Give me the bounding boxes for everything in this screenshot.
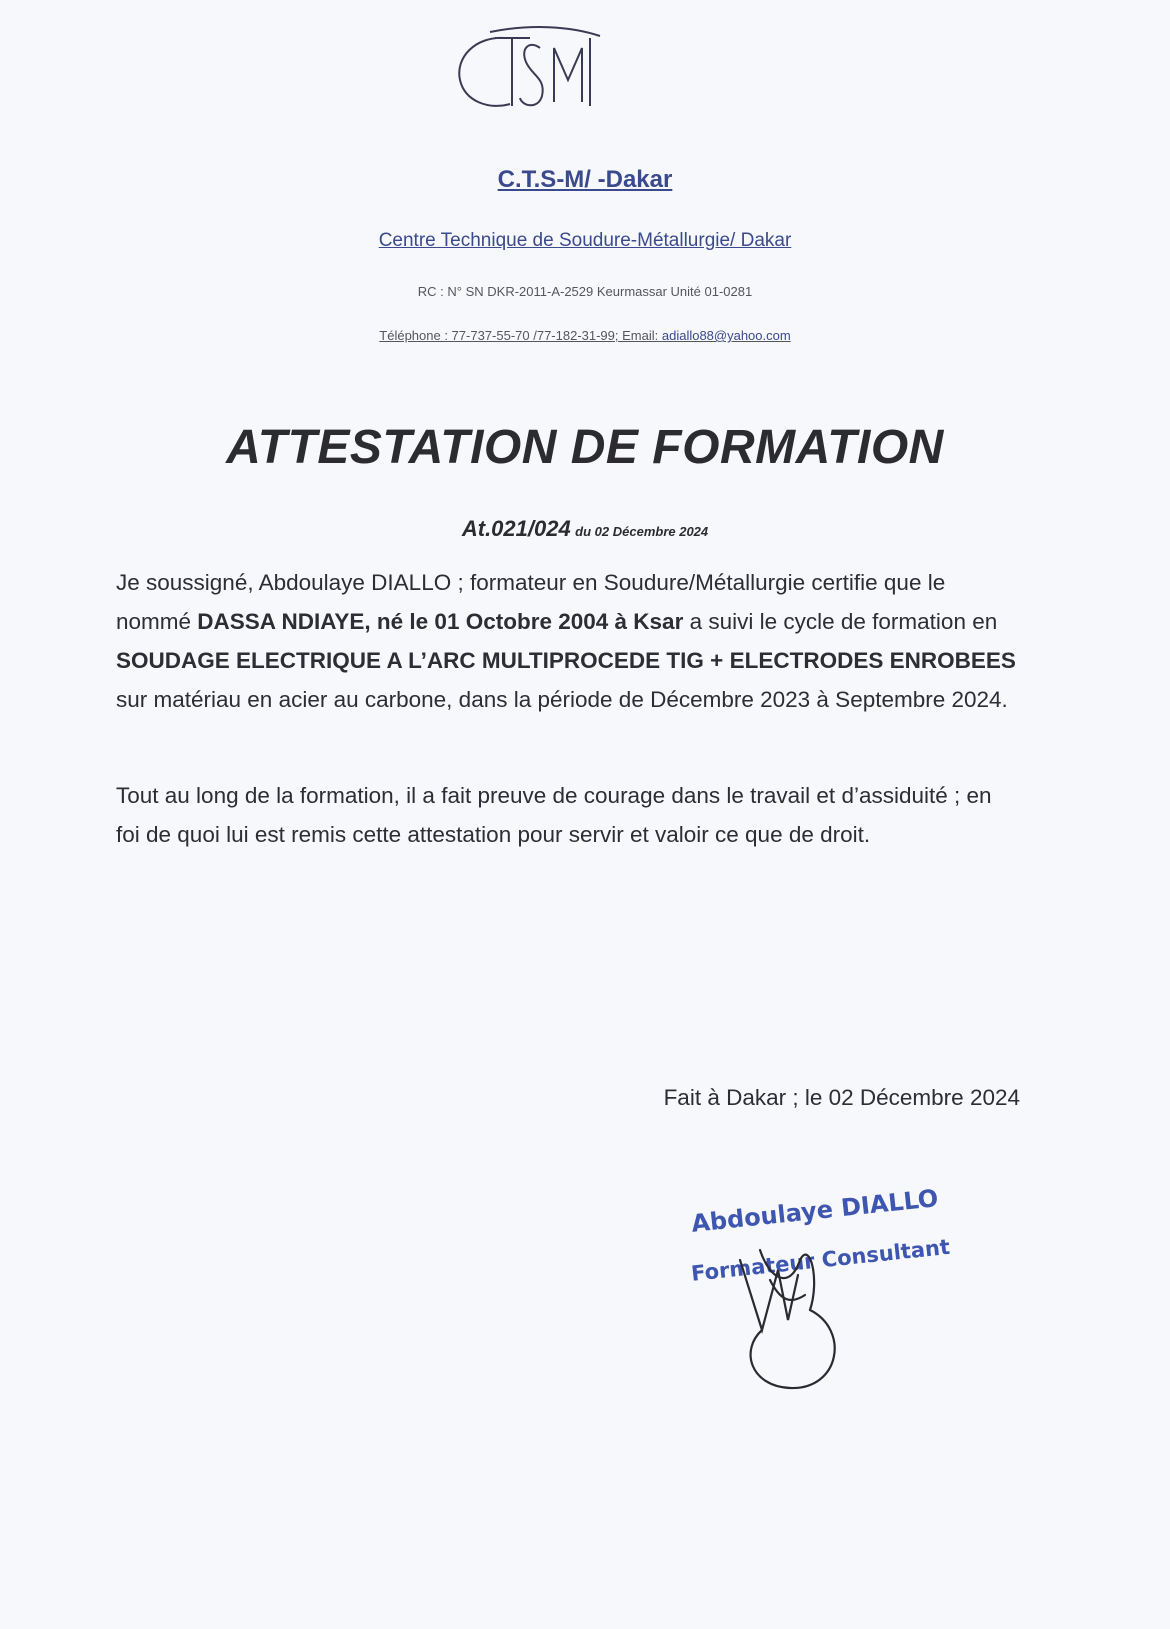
place-and-date: Fait à Dakar ; le 02 Décembre 2024 [663, 1085, 1020, 1110]
trainee-identity: DASSA NDIAYE, né le 01 Octobre 2004 à Ksar [197, 609, 684, 634]
reference-number: At.021/024 [461, 516, 571, 541]
p1-mid: a suivi le cycle de formation en [683, 609, 998, 634]
training-subject: SOUDAGE ELECTRIQUE A L’ARC MULTIPROCEDE TIG + ELECTRODES ENROBEES [116, 648, 1016, 673]
reference-line [0, 516, 1170, 542]
conclusion-paragraph: Tout au long de la formation, il a fait preuve de courage dans le travail et d’assiduité ; en foi de quoi lui est remis cette attestation pour servir et valoir ce que de droit. [116, 783, 992, 847]
org-full-name: Centre Technique de Soudure-Métallurgie/ Dakar [378, 230, 792, 251]
p1-intro: Je soussigné, Abdoulaye DIALLO ; formateur en Soudure/Métallurgie certifie que le nommé [116, 570, 946, 634]
email-link[interactable]: adiallo88@yahoo.com [661, 328, 791, 343]
stamp-role: Formateur Consultant [690, 1234, 951, 1286]
handwritten-signature [700, 1220, 880, 1400]
phone-numbers: Téléphone : 77-737-55-70 /77-182-31-99; Email: [379, 328, 662, 343]
ctsm-logo [450, 18, 610, 118]
stamp-name: Abdoulaye DIALLO [690, 1184, 940, 1238]
certification-paragraph [116, 563, 1016, 719]
contact-line [0, 328, 1170, 343]
org-short-name: C.T.S-M/ -Dakar [497, 166, 673, 193]
document-title: ATTESTATION DE FORMATION [226, 421, 944, 474]
reference-date: du 02 Décembre 2024 [575, 524, 709, 539]
registration-number: RC : N° SN DKR-2011-A-2529 Keurmassar Unité 01-0281 [417, 284, 753, 299]
p1-end: sur matériau en acier au carbone, dans la période de Décembre 2023 à Septembre 2024. [116, 687, 1008, 712]
